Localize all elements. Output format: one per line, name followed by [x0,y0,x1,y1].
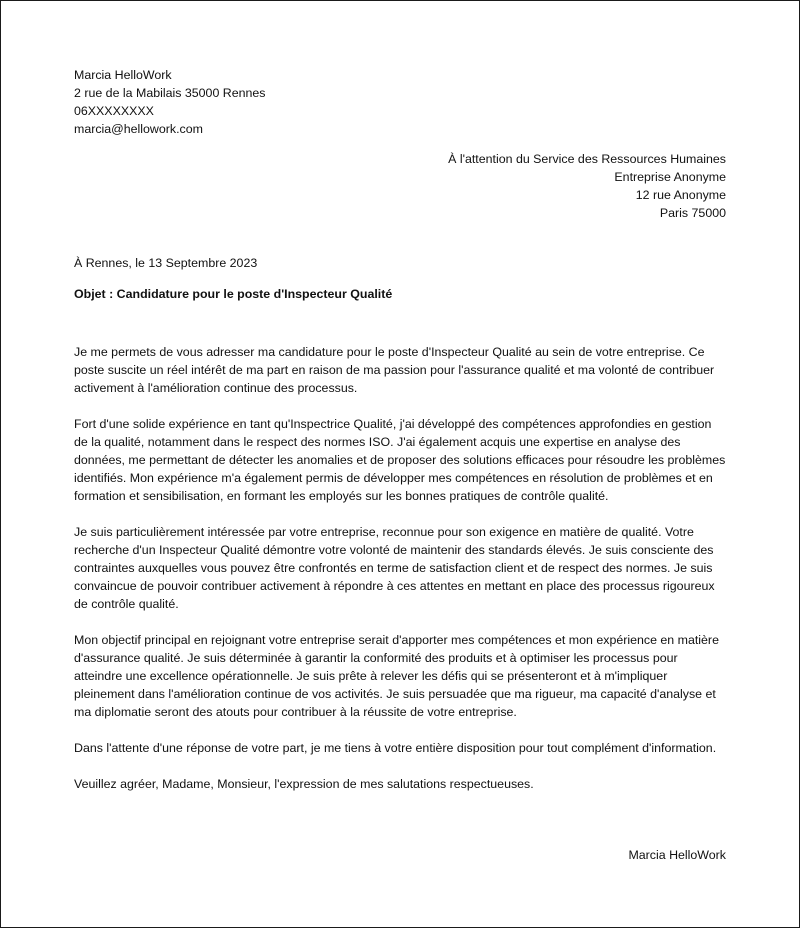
sender-phone: 06XXXXXXXX [74,104,154,118]
place-date: À Rennes, le 13 Septembre 2023 [74,256,258,270]
body-paragraph: Dans l'attente d'une réponse de votre part, je me tiens à votre entière disposition pour tout complément d'information. [74,741,717,755]
body-paragraph: Je me permets de vous adresser ma candidature pour le poste d'Inspecteur Qualité au sein de votre entreprise. Ce poste suscite un réel intérêt de ma part en raison de ma passion pour l'assurance qualité et ma volonté de contribuer activement à l'amélioration continue des processus. [74,345,715,395]
recipient-company: Entreprise Anonyme [614,170,726,184]
body-paragraph: Mon objectif principal en rejoignant votre entreprise serait d'apporter mes compétences et mon expérience en matière d'assurance qualité. Je suis déterminée à garantir la conformité des produits et à optimiser les processus pour atteindre une excellence opérationnelle. Je suis prête à relever les défis qui se présenteront et à m'impliquer pleinement dans l'amélioration continue de vos activités. Je suis persuadée que ma rigueur, ma capacité d'analyse et ma diplomatie seront des atouts pour contribuer à la réussite de votre entreprise. [74,633,719,719]
sender-name: Marcia HelloWork [74,68,172,82]
body-paragraph: Je suis particulièrement intéressée par votre entreprise, reconnue pour son exigence en matière de qualité. Votre recherche d'un Inspecteur Qualité démontre votre volonté de maintenir des standards élevés. Je suis consciente des contraintes auxquelles vous pouvez être confrontés en terme de satisfaction client et de respect des normes. Je suis convaincue de pouvoir contribuer activement à répondre à ces attentes en mettant en place des processus rigoureux de contrôle qualité. [74,525,715,611]
recipient-street: 12 rue Anonyme [635,188,726,202]
sender-email: marcia@hellowork.com [74,122,203,136]
closing-paragraph: Veuillez agréer, Madame, Monsieur, l'expression de mes salutations respectueuses. [74,777,534,791]
letter-subject: Objet : Candidature pour le poste d'Inspecteur Qualité [74,287,393,301]
letter-body [74,343,726,811]
recipient-block [74,150,726,222]
signature: Marcia HelloWork [628,848,726,862]
recipient-attention: À l'attention du Service des Ressources Humaines [448,152,726,166]
recipient-city: Paris 75000 [659,206,726,220]
body-paragraph: Fort d'une solide expérience en tant qu'Inspectrice Qualité, j'ai développé des compétences approfondies en gestion de la qualité, notamment dans le respect des normes ISO. J'ai également acquis une expertise en analyse des données, me permettant de détecter les anomalies et de proposer des solutions efficaces pour résoudre les problèmes identifiés. Mon expérience m'a également permis de développer mes compétences en résolution de problèmes et en formation et sensibilisation, en formant les employés sur les bonnes pratiques de contrôle qualité. [74,417,726,503]
sender-address: 2 rue de la Mabilais 35000 Rennes [74,86,266,100]
sender-block [74,66,726,138]
